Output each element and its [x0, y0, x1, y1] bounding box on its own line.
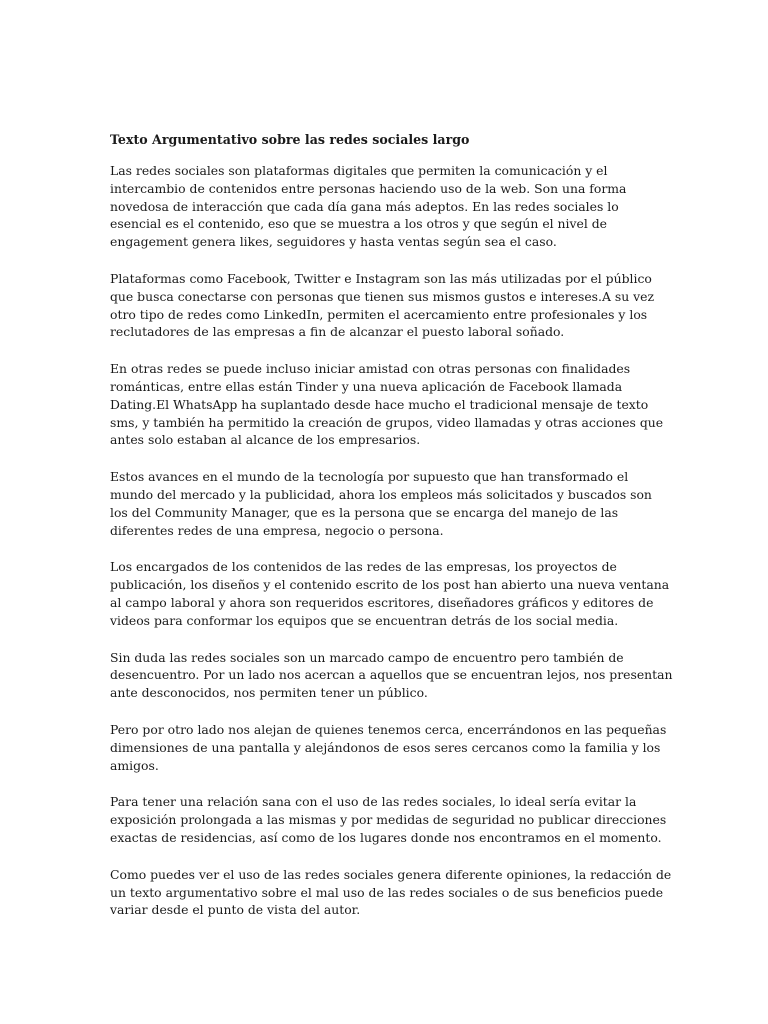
text-line: Dating.El WhatsApp ha suplantado desde hace mucho el tradicional mensaje de texto	[110, 396, 649, 412]
text-line: Los encargados de los contenidos de las redes de las empresas, los proyectos de	[110, 559, 617, 575]
paragraph	[110, 721, 667, 774]
text-line: Estos avances en el mundo de la tecnología por supuesto que han transformado el	[110, 469, 629, 485]
paragraph	[110, 866, 672, 919]
text-line: sms, y también ha permitido la creación de grupos, video llamadas y otras acciones que	[110, 414, 664, 430]
text-line: románticas, entre ellas están Tinder y una nueva aplicación de Facebook llamada	[110, 378, 623, 394]
text-line: que busca conectarse con personas que tienen sus mismos gustos e intereses.A su vez	[110, 288, 654, 304]
text-line: novedosa de interacción que cada día gana más adeptos. En las redes sociales lo	[110, 198, 619, 214]
paragraph	[110, 468, 658, 539]
text-line: exactas de residencias, así como de los lugares donde nos encontramos en el momento.	[110, 829, 662, 845]
text-line: Plataformas como Facebook, Twitter e Instagram son las más utilizadas por el público	[110, 270, 652, 286]
text-line: desencuentro. Por un lado nos acercan a aquellos que se encuentran lejos, nos presentan	[110, 667, 673, 683]
text-line: En otras redes se puede incluso iniciar amistad con otras personas con finalidades	[110, 361, 631, 377]
text-line: dimensiones de una pantalla y alejándonos de esos seres cercanos como la familia y los	[110, 739, 661, 755]
text-line: Las redes sociales son plataformas digitales que permiten la comunicación y el	[110, 163, 608, 178]
text-line: los del Community Manager, que es la persona que se encarga del manejo de las	[110, 504, 619, 520]
paragraph	[110, 162, 658, 251]
paragraph	[110, 793, 667, 846]
text-line: variar desde el punto de vista del autor.	[110, 902, 361, 918]
text-line: Pero por otro lado nos alejan de quienes tenemos cerca, encerrándonos en las pequeñas	[110, 721, 667, 737]
text-line: antes solo estaban al alcance de los empresarios.	[110, 432, 421, 448]
text-line: diferentes redes de una empresa, negocio o persona.	[110, 522, 444, 538]
text-line: Para tener una relación sana con el uso de las redes sociales, lo ideal sería evitar la	[110, 794, 637, 810]
text-line: esencial es el contenido, eso que se muestra a los otros y que según el nivel de	[110, 216, 607, 232]
text-line: videos para conformar los equipos que se encuentran detrás de los social media.	[110, 612, 619, 628]
paragraph	[110, 558, 670, 629]
text-line: ante desconocidos, nos permiten tener un público.	[110, 685, 428, 701]
text-line: al campo laboral y ahora son requeridos escritores, diseñadores gráficos y editores de	[110, 594, 654, 610]
paragraph	[110, 649, 673, 702]
text-line: intercambio de contenidos entre personas haciendo uso de la web. Son una forma	[110, 180, 627, 196]
text-line: engagement genera likes, seguidores y hasta ventas según sea el caso.	[110, 234, 557, 250]
document-title: Texto Argumentativo sobre las redes sociales largo	[110, 132, 470, 147]
text-line: Como puedes ver el uso de las redes sociales genera diferente opiniones, la redacción de	[110, 866, 672, 882]
text-line: amigos.	[110, 757, 159, 773]
text-line: un texto argumentativo sobre el mal uso de las redes sociales o de sus beneficios puede	[110, 884, 664, 900]
text-line: mundo del mercado y la publicidad, ahora los empleos más solicitados y buscados son	[110, 486, 652, 502]
paragraph	[110, 360, 664, 449]
text-line: Sin duda las redes sociales son un marcado campo de encuentro pero también de	[110, 649, 624, 665]
document-body	[110, 131, 673, 938]
paragraph	[110, 270, 658, 341]
text-line: publicación, los diseños y el contenido escrito de los post han abierto una nueva ventana	[110, 577, 670, 593]
text-line: otro tipo de redes como LinkedIn, permiten el acercamiento entre profesionales y los	[110, 306, 648, 322]
text-line: reclutadores de las empresas a fin de alcanzar el puesto laboral soñado.	[110, 324, 565, 340]
text-line: exposición prolongada a las mismas y por medidas de seguridad no publicar direcciones	[110, 812, 667, 828]
